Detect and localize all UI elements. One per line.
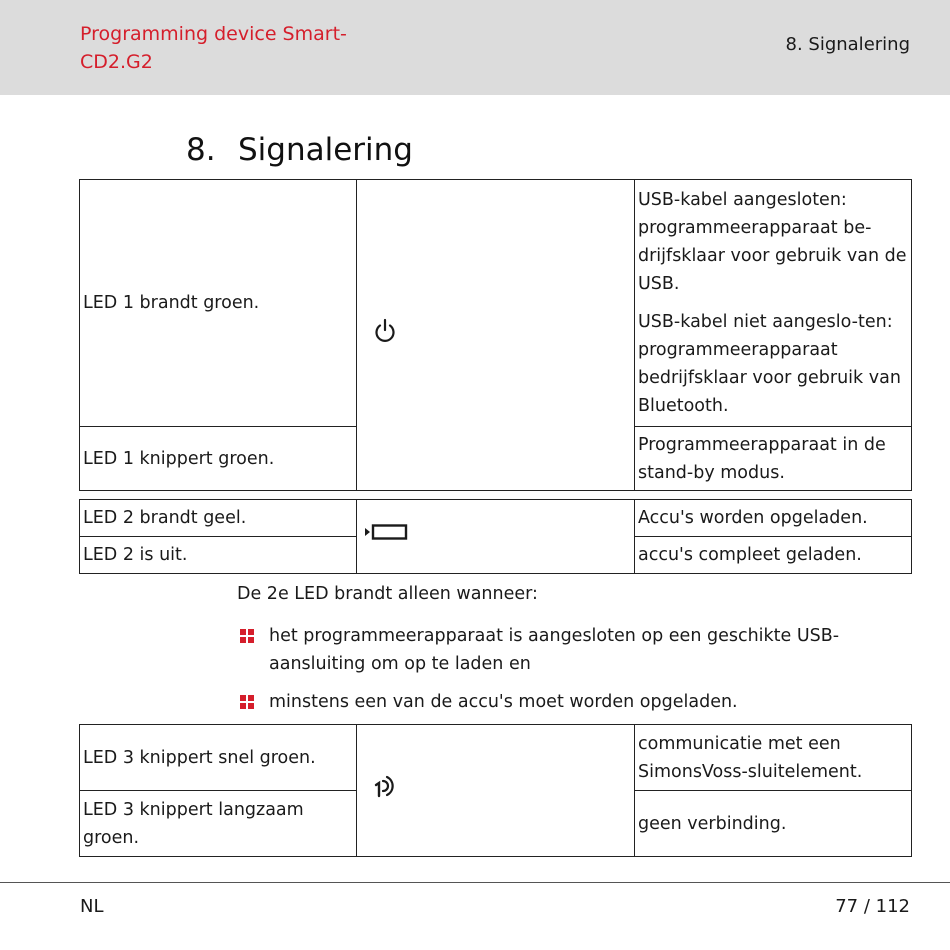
led-state-cell: LED 2 brandt geel. — [80, 500, 357, 537]
description-cell: geen verbinding. — [635, 791, 912, 857]
led-state-cell: LED 3 knippert langzaam groen. — [80, 791, 357, 857]
led-state-cell: LED 3 knippert snel groen. — [80, 725, 357, 791]
description-cell: Accu's worden opgeladen. — [635, 500, 912, 537]
power-icon — [372, 318, 398, 353]
bullet-text: minstens een van de accu's moet worden opgeladen. — [269, 692, 738, 712]
header-section-ref: 8. Signalering — [785, 34, 910, 55]
note-text: De 2e LED brandt alleen wanneer: — [237, 584, 538, 604]
icon-cell — [357, 180, 635, 491]
description-cell — [635, 180, 912, 427]
document-title — [80, 20, 380, 76]
footer-language: NL — [80, 896, 104, 917]
radio-signal-icon — [372, 772, 400, 809]
icon-cell — [357, 500, 635, 574]
description-cell: accu's compleet geladen. — [635, 537, 912, 574]
document-title-line1: Programming device Smart- — [80, 23, 347, 45]
table-row — [80, 500, 912, 537]
led-state-cell: LED 2 is uit. — [80, 537, 357, 574]
battery-charge-icon — [363, 522, 409, 551]
document-title-line2: CD2.G2 — [80, 51, 153, 73]
bullet-icon — [240, 695, 254, 709]
list-item — [240, 688, 900, 716]
page-number: 77 / 112 — [835, 896, 910, 917]
bullet-icon — [240, 629, 254, 643]
led-state-cell: LED 1 knippert groen. — [80, 427, 357, 491]
chapter-title: Signalering — [238, 132, 413, 168]
footer-divider — [0, 882, 950, 883]
table-row — [80, 725, 912, 791]
description-cell: communicatie met een SimonsVoss-sluitelement. — [635, 725, 912, 791]
table-row — [80, 180, 912, 427]
led3-table — [79, 724, 912, 857]
icon-cell — [357, 725, 635, 857]
bullet-list — [240, 622, 900, 726]
chapter-heading — [186, 132, 413, 168]
description-cell: Programmeerapparaat in de stand-by modus. — [635, 427, 912, 491]
description-text: USB-kabel niet aangeslo-ten: programmeerapparaat bedrijfsklaar voor gebruik van Bluetooth. — [638, 312, 901, 416]
page-header — [0, 0, 950, 95]
led2-table — [79, 499, 912, 574]
led-state-cell: LED 1 brandt groen. — [80, 180, 357, 427]
bullet-text: het programmeerapparaat is aangesloten op een geschikte USB-aansluiting om op te laden en — [269, 626, 840, 674]
list-item — [240, 622, 900, 678]
led1-table — [79, 179, 912, 491]
description-text: USB-kabel aangesloten: programmeerapparaat be-drijfsklaar voor gebruik van de USB. — [638, 190, 907, 294]
chapter-number: 8. — [186, 132, 216, 168]
